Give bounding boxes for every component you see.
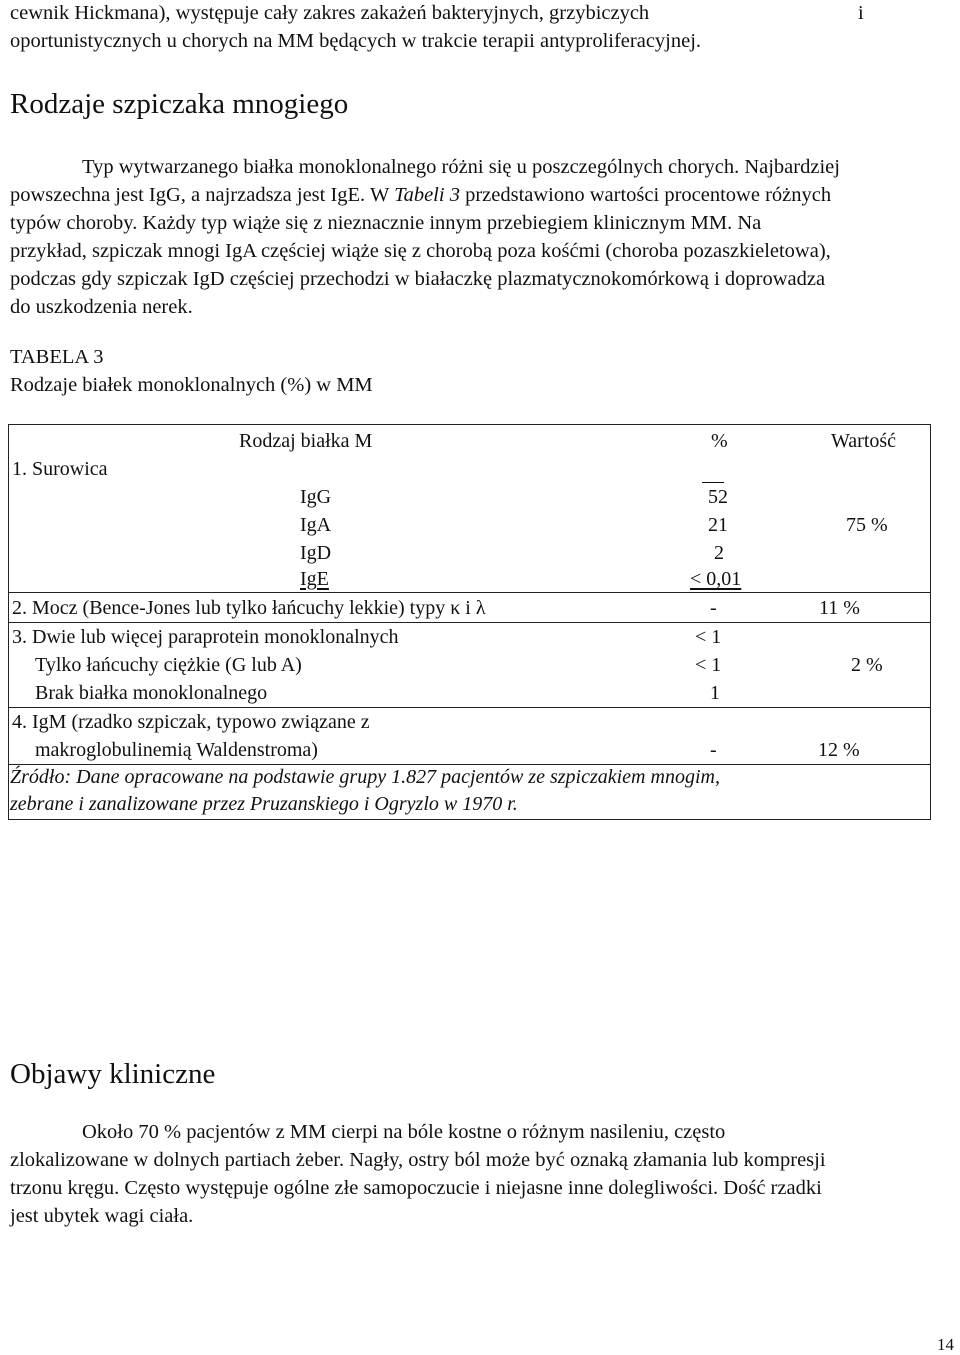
table-reference: Tabeli 3 xyxy=(394,184,460,206)
section-title-rodzaje: Rodzaje szpiczaka mnogiego xyxy=(10,88,349,120)
paragraph-line: jest ubytek wagi ciała. xyxy=(10,1205,194,1227)
intro-text: cewnik Hickmana), występuje cały zakres zakażeń bakteryjnych, grzybiczych xyxy=(10,2,650,24)
row-no-protein: Brak białka monoklonalnego xyxy=(35,682,268,704)
value-urine: 11 % xyxy=(819,597,860,619)
pct-igd: 2 xyxy=(714,542,724,564)
intro-line-1-end: i xyxy=(858,2,864,24)
pct-igm: - xyxy=(710,739,717,761)
header-percent: % xyxy=(711,430,728,452)
header-value: Wartość xyxy=(831,430,897,452)
pct-no-protein: 1 xyxy=(710,682,720,704)
value-serum: 75 % xyxy=(846,514,888,536)
protein-ige: IgE xyxy=(300,568,329,590)
table-source-line2: zebrane i zanalizowane przez Pruzanskiego i Ogryzlo w 1970 r. xyxy=(10,793,518,815)
page-number: 14 xyxy=(937,1335,954,1354)
row-divider xyxy=(9,764,930,765)
row-divider xyxy=(9,622,930,623)
protein-iga: IgA xyxy=(300,514,332,536)
paragraph-line: Około 70 % pacjentów z MM cierpi na bóle kostne o różnym nasileniu, często xyxy=(82,1121,726,1143)
pct-urine: - xyxy=(710,597,717,619)
pct-heavy-chains: < 1 xyxy=(695,654,722,676)
row-igm-line2: makroglobulinemią Waldenstroma) xyxy=(35,739,318,761)
value-row3: 2 % xyxy=(851,654,883,676)
table-caption: Rodzaje białek monoklonalnych (%) w MM xyxy=(10,374,373,396)
pct-igg: 52 xyxy=(708,486,728,508)
header-protein-type: Rodzaj białka M xyxy=(239,430,373,452)
paragraph-line: do uszkodzenia nerek. xyxy=(10,296,193,318)
intro-line-1 xyxy=(10,2,649,25)
row-igm-line1: 4. IgM (rzadko szpiczak, typowo związane z xyxy=(12,711,370,733)
section-title-objawy: Objawy kliniczne xyxy=(10,1058,216,1090)
paragraph-line: typów choroby. Każdy typ wiąże się z nieznacznie innym przebiegiem klinicznym MM. Na xyxy=(10,212,762,234)
protein-types-table xyxy=(8,424,931,820)
row-urine-label: 2. Mocz (Bence-Jones lub tylko łańcuchy lekkie) typy κ i λ xyxy=(12,597,486,619)
row-divider xyxy=(9,707,930,708)
pct-iga: 21 xyxy=(708,514,728,536)
pct-ige: < 0,01 xyxy=(690,568,742,590)
protein-igg: IgG xyxy=(300,486,332,508)
paragraph-line: powszechna jest IgG, a najrzadsza jest IgE. W Tabeli 3 przedstawiono wartości procentowe różnych xyxy=(10,184,832,206)
intro-line-2: oportunistycznych u chorych na MM będących w trakcie terapii antyproliferacyjnej. xyxy=(10,30,702,52)
pct-paraproteins: < 1 xyxy=(695,626,722,648)
paragraph-line: zlokalizowane w dolnych partiach żeber. Nagły, ostry ból może być oznaką złamania lub kompresji xyxy=(10,1149,826,1171)
row-serum-label: 1. Surowica xyxy=(12,458,108,480)
paragraph-line: przykład, szpiczak mnogi IgA częściej wiąże się z chorobą poza kośćmi (choroba pozaszkieletowa), xyxy=(10,240,831,262)
row-divider xyxy=(9,592,930,593)
table-label: TABELA 3 xyxy=(10,346,104,368)
table-source-line1: Źródło: Dane opracowane na podstawie grupy 1.827 pacjentów ze szpiczakiem mnogim, xyxy=(10,766,720,788)
paragraph-line: trzonu kręgu. Często występuje ogólne złe samopoczucie i niejasne inne dolegliwości. Dość rzadki xyxy=(10,1177,822,1199)
value-igm: 12 % xyxy=(818,739,860,761)
row-paraproteins: 3. Dwie lub więcej paraprotein monoklonalnych xyxy=(12,626,399,648)
paragraph-line: Typ wytwarzanego białka monoklonalnego różni się u poszczególnych chorych. Najbardziej xyxy=(82,156,840,178)
protein-igd: IgD xyxy=(300,542,332,564)
row-heavy-chains: Tylko łańcuchy ciężkie (G lub A) xyxy=(35,654,302,676)
paragraph-line: podczas gdy szpiczak IgD częściej przechodzi w białaczkę plazmatycznokomórkową i doprowadza xyxy=(10,268,826,290)
